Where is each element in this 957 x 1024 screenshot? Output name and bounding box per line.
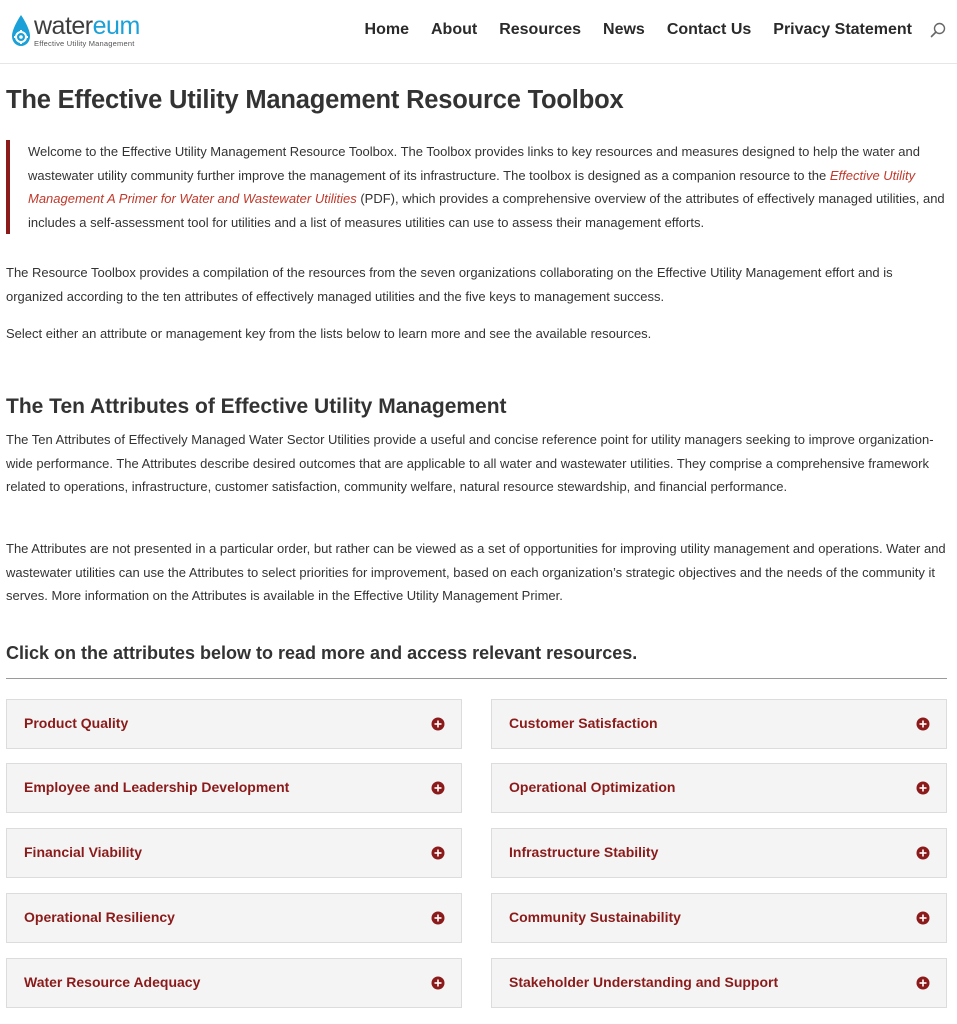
logo-wordmark: watereum [34, 12, 140, 40]
click-attributes-heading: Click on the attributes below to read more and access relevant resources. [6, 643, 638, 663]
toggle-employee-leadership-development[interactable] [6, 763, 462, 813]
plus-circle-icon [431, 846, 445, 860]
logo-tagline: Effective Utility Management [34, 39, 135, 48]
toggle-stakeholder-understanding-support[interactable] [491, 958, 947, 1008]
toggle-title: Customer Satisfaction [509, 715, 658, 731]
toggle-title: Operational Optimization [509, 779, 676, 795]
nav-resources[interactable]: Resources [499, 21, 582, 38]
primer-link[interactable]: Effective Utility Management A Primer for Water and Wastewater Utilities [28, 167, 916, 206]
plus-circle-icon [431, 781, 445, 795]
plus-circle-icon [916, 846, 930, 860]
toggle-operational-optimization[interactable] [491, 763, 947, 813]
main-nav [365, 19, 912, 41]
toggle-title: Stakeholder Understanding and Support [509, 974, 779, 990]
water-drop-logo-icon [10, 14, 32, 48]
plus-circle-icon [916, 976, 930, 990]
toggle-title: Infrastructure Stability [509, 844, 659, 860]
nav-about[interactable]: About [430, 21, 478, 38]
toggle-title: Product Quality [24, 715, 129, 731]
intro-text: Welcome to the Effective Utility Management Resource Toolbox. The Toolbox provides links to key resources and measures designed to help the water and wastewater utility community further improve the management of its infrastructure. The toolbox is designed as a companion resource to the Effective Utility Management A Primer for Water and Wastewater Utilities (PDF), which provides a comprehensive overview of the attributes of effectively managed utilities, and includes a self-assessment tool for utilities and a list of measures utilities can use to assess their management efforts. [28, 144, 945, 230]
select-instruction: Select either an attribute or management key from the lists below to learn more and see the available resources. [6, 326, 652, 341]
nav-news[interactable]: News [603, 21, 645, 38]
toggle-community-sustainability[interactable] [491, 893, 947, 943]
nav-home[interactable]: Home [364, 21, 409, 38]
toggle-title: Employee and Leadership Development [24, 779, 290, 795]
toggle-operational-resiliency[interactable] [6, 893, 462, 943]
plus-circle-icon [431, 976, 445, 990]
intro-blockquote [6, 140, 948, 234]
plus-circle-icon [431, 911, 445, 925]
toggle-product-quality[interactable] [6, 699, 462, 749]
toggle-title: Community Sustainability [509, 909, 681, 925]
attributes-description: The Ten Attributes of Effectively Managed Water Sector Utilities provide a useful and concise reference point for utility managers seeking to improve organization-wide performance. The Attributes describe desired outcomes that are applicable to all water and wastewater utilities. They comprise a comprehensive framework related to operations, infrastructure, customer satisfaction, community welfare, natural resource stewardship, and financial performance. [6, 432, 934, 494]
toolbox-description: The Resource Toolbox provides a compilation of the resources from the seven organizations collaborating on the Effective Utility Management effort and is organized according to the ten attributes of effectively managed utilities and the five keys to management success. [6, 265, 893, 304]
toggle-infrastructure-stability[interactable] [491, 828, 947, 878]
plus-circle-icon [916, 781, 930, 795]
toggle-customer-satisfaction[interactable] [491, 699, 947, 749]
attributes-heading: The Ten Attributes of Effective Utility Management [6, 395, 507, 418]
toggle-water-resource-adequacy[interactable] [6, 958, 462, 1008]
toggle-title: Water Resource Adequacy [24, 974, 201, 990]
site-logo[interactable] [10, 14, 140, 50]
toggle-financial-viability[interactable] [6, 828, 462, 878]
plus-circle-icon [431, 717, 445, 731]
plus-circle-icon [916, 911, 930, 925]
plus-circle-icon [916, 717, 930, 731]
section-divider [6, 678, 947, 679]
toggle-title: Operational Resiliency [24, 909, 175, 925]
nav-privacy-statement[interactable]: Privacy Statement [773, 21, 912, 38]
page-title: The Effective Utility Management Resource Toolbox [6, 86, 624, 114]
site-header [0, 0, 957, 64]
attributes-order-description: The Attributes are not presented in a particular order, but rather can be viewed as a set of opportunities for improving utility management and operations. Water and wastewater utilities can use the Attributes to select priorities for improvement, based on each organization’s strategic objectives and the needs of the community it serves. More information on the Attributes is available in the Effective Utility Management Primer. [6, 541, 946, 603]
search-icon[interactable] [930, 22, 946, 38]
nav-contact-us[interactable]: Contact Us [666, 21, 752, 38]
toggle-title: Financial Viability [24, 844, 143, 860]
